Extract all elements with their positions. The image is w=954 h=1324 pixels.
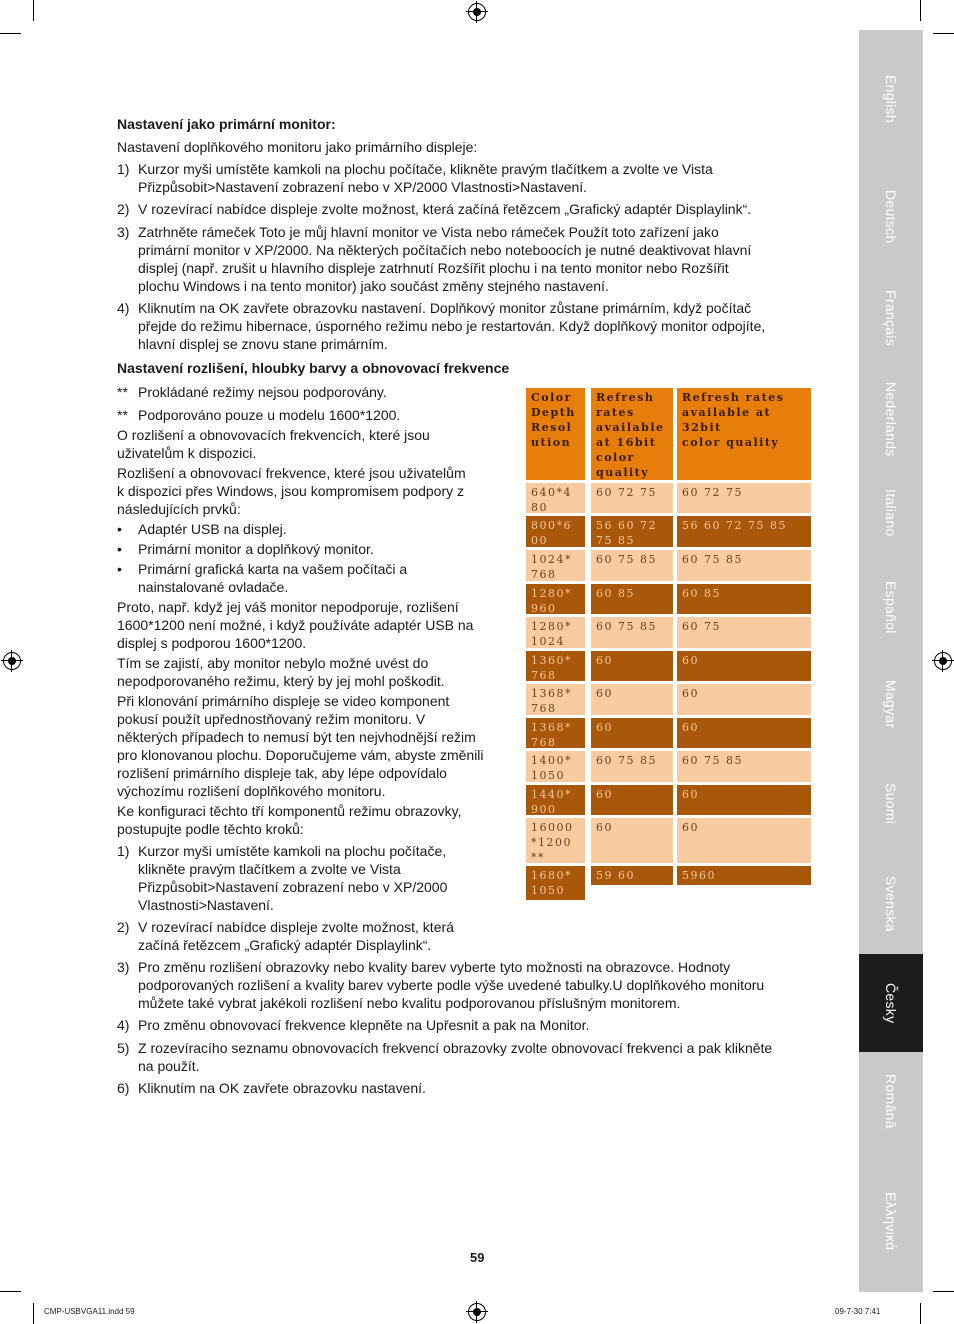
crop-mark [0, 1291, 21, 1292]
language-tab-label: Español [883, 581, 899, 634]
page-number: 59 [470, 1250, 485, 1265]
text-line: Ke konfiguraci těchto tří komponentů režimu obrazovky, [117, 803, 462, 819]
text-line: uživatelům k dispozici. [117, 445, 257, 461]
section-heading-primary-monitor: Nastavení jako primární monitor: [117, 116, 336, 132]
text-line: Rozlišení a obnovovací frekvence, které jsou uživatelům [117, 465, 466, 481]
registration-mark-icon [934, 652, 952, 670]
crop-mark [920, 1303, 921, 1324]
text-line: Z rozevíracího seznamu obnovovacích frekvencí obrazovky zvolte obnovovací frekvenci a pak klikněte [138, 1040, 773, 1056]
table-row [526, 550, 811, 581]
text-line: Při klonování primárního displeje se video komponent [117, 693, 450, 709]
table-row [526, 718, 811, 748]
section-intro: Nastavení doplňkového monitoru jako primárního displeje: [117, 139, 478, 155]
table-cell [591, 550, 673, 581]
table-cell-line: 60 75 85 [596, 754, 657, 767]
table-cell-line: 640*4 [531, 486, 572, 499]
table-cell [526, 684, 585, 715]
table-cell-line: *1200 [531, 836, 572, 849]
text-line: primární monitor v XP/2000. Na některých počítačích nebo noteboocích je nutné deaktivovat hlavní [138, 242, 752, 258]
step-number: 2) [117, 919, 130, 935]
language-tab[interactable] [859, 954, 923, 1052]
language-tab[interactable] [859, 753, 923, 854]
table-cell [526, 550, 585, 581]
text-line: podporovaných rozlišení a kvality barev vyberte podle výše uvedené tabulky.U doplňkového monitoru [138, 977, 765, 993]
table-cell-line: 60 85 [682, 587, 721, 600]
table-cell-line: 60 [596, 821, 613, 834]
table-cell-line: rates [596, 406, 635, 419]
text-line: O rozlišení a obnovovacích frekvencích, které jsou [117, 427, 430, 443]
language-tab-label: Deutsch [883, 189, 899, 244]
text-line: Kliknutím na OK zavřete obrazovku nastavení. Doplňkový monitor zůstane primárním, když počítač [138, 300, 752, 316]
table-cell [677, 388, 811, 480]
language-tab[interactable] [859, 854, 923, 954]
table-cell-line: Refresh rates [682, 391, 785, 404]
text-line: Kurzor myši umístěte kamkoli na plochu počítače, [138, 843, 447, 859]
table-cell-line: 1368* [531, 721, 572, 734]
table-row [526, 651, 811, 681]
text-line: Adaptér USB na displej. [138, 521, 287, 537]
table-cell [591, 751, 673, 782]
crop-mark [33, 0, 34, 21]
step-number: 3) [117, 224, 130, 240]
text-line: rozlišení primárního displeje tak, aby lépe odpovídalo [117, 765, 447, 781]
table-cell [677, 718, 811, 748]
table-cell [677, 684, 811, 715]
table-row [526, 818, 811, 863]
table-cell-line: 1400* [531, 754, 572, 767]
text-line: následujících prvků: [117, 501, 241, 517]
table-cell [677, 751, 811, 782]
table-cell [526, 818, 585, 863]
table-cell [591, 718, 673, 748]
language-tab-label: Svenska [883, 876, 899, 932]
table-cell-line: 60 [682, 788, 699, 801]
table-row [526, 684, 811, 715]
table-cell-line: 1680* [531, 869, 572, 882]
table-cell-line: 60 85 [596, 587, 635, 600]
crop-mark [933, 1291, 954, 1292]
table-cell-line: 60 75 85 [596, 553, 657, 566]
table-cell-line: Resol [531, 421, 573, 434]
language-tab-label: Suomi [883, 782, 899, 825]
registration-mark-icon [468, 3, 486, 21]
table-cell-line: 60 [596, 721, 613, 734]
text-line: můžete také vybrat jakékoli rozlišení nebo kvalitu podporovanou příslušným monitorem. [138, 995, 681, 1011]
language-tab[interactable] [859, 372, 923, 466]
table-cell [677, 651, 811, 681]
table-cell [677, 785, 811, 815]
table-cell [526, 751, 585, 782]
table-cell-line: 768 [531, 568, 557, 581]
text-line: klikněte pravým tlačítkem a zvolte ve Vista [138, 861, 401, 877]
table-row [526, 584, 811, 614]
table-cell-line: 1050 [531, 769, 565, 782]
table-cell-line: 1024* [531, 553, 572, 566]
language-tab[interactable] [859, 168, 923, 265]
table-cell-line: 60 75 85 [596, 620, 657, 633]
table-cell-line: 75 85 [596, 534, 635, 547]
table-cell-line: 60 [682, 687, 699, 700]
table-row [526, 785, 811, 815]
table-cell-line: 768 [531, 702, 557, 715]
table-cell-line: 768 [531, 669, 557, 682]
footer-file-info: CMP-USBVGA11.indd 59 [44, 1307, 135, 1316]
table-header-row [526, 388, 811, 480]
table-cell-line: ** [531, 851, 545, 864]
crop-mark [933, 33, 954, 34]
text-line: Proto, např. když jej váš monitor nepodporuje, rozlišení [117, 599, 459, 615]
text-line: Pro změnu rozlišení obrazovky nebo kvality barev vyberte tyto možnosti na obrazovce. Hodnoty [138, 959, 731, 975]
text-line: Primární grafická karta na vašem počítači a [138, 561, 408, 577]
note-text: Podporováno pouze u modelu 1600*1200. [138, 407, 401, 423]
table-cell-line: 60 72 75 [682, 486, 743, 499]
bullet-icon: • [117, 541, 122, 557]
table-cell [677, 617, 811, 648]
table-cell-line: 59 60 [596, 869, 635, 882]
table-cell [677, 584, 811, 614]
table-cell [526, 516, 585, 547]
text-line: Pro změnu obnovovací frekvence klepněte na Upřesnit a pak na Monitor. [138, 1017, 590, 1033]
table-cell-line: available [596, 421, 665, 434]
language-tab-label: Italiano [883, 489, 899, 537]
table-cell [526, 483, 585, 513]
table-cell-line: 768 [531, 736, 557, 749]
table-cell [526, 388, 585, 480]
table-cell-line: 60 [682, 721, 699, 734]
table-cell [591, 516, 673, 547]
table-cell-line: 60 [682, 821, 699, 834]
step-number: 2) [117, 201, 130, 217]
table-cell-line: 56 60 72 75 85 [682, 519, 787, 532]
table-cell-line: 60 [596, 654, 613, 667]
step-number: 5) [117, 1040, 130, 1056]
table-cell-line: 1440* [531, 788, 572, 801]
table-cell-line: 60 [596, 788, 613, 801]
table-cell [526, 584, 585, 614]
table-cell [591, 617, 673, 648]
table-cell-line: 56 60 72 [596, 519, 657, 532]
table-cell-line: 1280* [531, 587, 572, 600]
table-cell [591, 388, 673, 480]
table-cell [677, 550, 811, 581]
table-cell-line: 00 [531, 534, 548, 547]
table-cell-line: 900 [531, 803, 557, 816]
table-cell [677, 818, 811, 863]
registration-mark-icon [3, 652, 21, 670]
text-line: hlavní displej se znovu stane primárním. [138, 336, 388, 352]
text-line: k dispozici přes Windows, jsou kompromisem podpory z [117, 483, 465, 499]
text-line: Primární monitor a doplňkový monitor. [138, 541, 374, 557]
table-cell [526, 718, 585, 748]
text-line: Tím se zajistí, aby monitor nebylo možné uvést do [117, 655, 429, 671]
table-cell-line: Depth [531, 406, 576, 419]
table-cell-line: 60 72 75 [596, 486, 657, 499]
table-cell-line: at 16bit [596, 436, 657, 449]
table-cell-line: 5960 [682, 869, 716, 882]
table-cell-line: 16000 [531, 821, 574, 834]
table-cell-line: 1368* [531, 687, 572, 700]
text-line: výchozímu rozlišení doplňkového monitoru. [117, 783, 386, 799]
table-cell [526, 785, 585, 815]
step-number: 6) [117, 1080, 130, 1096]
text-line: 1600*1200 není možné, i když používáte adaptér USB na [117, 617, 474, 633]
text-line: přejde do režimu hibernace, úsporného režimu nebo je restartován. Když doplňkový monitor odpojíte, [138, 318, 766, 334]
table-cell [677, 866, 811, 885]
text-line: Vlastnosti>Nastavení. [138, 897, 274, 913]
text-line: V rozevírací nabídce displeje zvolte možnost, která začíná řetězcem „Grafický adaptér Displaylink“. [138, 201, 752, 217]
step-number: 1) [117, 843, 130, 859]
note-mark: ** [117, 407, 128, 423]
language-tab[interactable] [859, 1052, 923, 1150]
text-line: pokusí použít upřednostňovaný režim monitoru. V [117, 711, 426, 727]
bullet-icon: • [117, 561, 122, 577]
registration-mark-icon [468, 1303, 486, 1321]
text-line: pro klonovanou plochu. Doporučujeme vám, abyste změnili [117, 747, 484, 763]
table-row [526, 617, 811, 648]
text-line: Kliknutím na OK zavřete obrazovku nastavení. [138, 1080, 426, 1096]
table-cell [591, 818, 673, 863]
table-cell-line: 60 75 85 [682, 553, 743, 566]
language-tab[interactable] [859, 560, 923, 655]
language-sidebar [859, 30, 923, 1292]
language-tab-label: English [883, 74, 899, 124]
text-line: postupujte podle těchto kroků: [117, 821, 304, 837]
language-tab[interactable] [859, 466, 923, 560]
table-cell-line: 60 [596, 687, 613, 700]
note-mark: ** [117, 384, 128, 400]
language-tab[interactable] [859, 655, 923, 753]
language-tab-label: Română [883, 1073, 899, 1129]
table-cell-line: color quality [682, 436, 780, 449]
text-line: některých případech to nemusí být ten nejvhodnější režim [117, 729, 476, 745]
text-line: V rozevírací nabídce displeje zvolte možnost, která [138, 919, 454, 935]
bullet-icon: • [117, 521, 122, 537]
language-tab[interactable] [859, 30, 923, 168]
table-cell-line: quality [596, 466, 650, 479]
note-text: Prokládané režimy nejsou podporovány. [138, 384, 387, 400]
table-cell-line: 80 [531, 501, 548, 514]
table-cell [677, 516, 811, 547]
table-cell [526, 617, 585, 648]
table-cell [526, 866, 585, 900]
text-line: nepodporovaného režimu, který by jej mohl poškodit. [117, 673, 445, 689]
text-line: na použít. [138, 1058, 200, 1074]
text-line: začíná řetězcem „Grafický adaptér Displaylink“. [138, 937, 432, 953]
text-line: Přizpůsobit>Nastavení zobrazení nebo v XP/2000 Vlastnosti>Nastavení. [138, 179, 588, 195]
table-cell-line: available at 32bit [682, 406, 772, 434]
table-cell-line: 800*6 [531, 519, 572, 532]
table-row [526, 751, 811, 782]
table-cell [591, 651, 673, 681]
table-cell [591, 785, 673, 815]
text-line: Kurzor myši umístěte kamkoli na plochu počítače, klikněte pravým tlačítkem a zvolte ve Vista [138, 161, 713, 177]
crop-mark [0, 33, 21, 34]
crop-mark [33, 1303, 34, 1324]
table-cell-line: 1360* [531, 654, 572, 667]
table-cell [677, 483, 811, 513]
footer-timestamp: 09-7-30 7:41 [835, 1307, 881, 1316]
table-cell-line: 960 [531, 602, 557, 615]
table-cell-line: Color [531, 391, 572, 404]
text-line: displej s podporou 1600*1200. [117, 635, 307, 651]
table-row [526, 516, 811, 547]
text-line: displej (např. zrušit u hlavního displeje zatrhnutí Rozšířit plochu i na tento monitor nebo Rozšířit [138, 260, 729, 276]
table-cell-line: 60 75 [682, 620, 721, 633]
table-cell-line: color [596, 451, 635, 464]
language-tab-label: Français [883, 290, 899, 347]
step-number: 4) [117, 1017, 130, 1033]
table-cell [591, 684, 673, 715]
language-tab-label: Česky [883, 982, 899, 1024]
text-line: nainstalované ovladače. [138, 579, 289, 595]
table-cell-line: ution [531, 436, 572, 449]
step-number: 4) [117, 300, 130, 316]
step-number: 1) [117, 161, 130, 177]
language-tab[interactable] [859, 1150, 923, 1292]
step-number: 3) [117, 959, 130, 975]
table-cell [591, 584, 673, 614]
text-line: Zatrhněte rámeček Toto je můj hlavní monitor ve Vista nebo rámeček Použít toto zařízení jako [138, 224, 719, 240]
table-cell [526, 651, 585, 681]
table-row [526, 483, 811, 513]
table-cell-line: 60 75 85 [682, 754, 743, 767]
section-heading-resolution: Nastavení rozlišení, hloubky barvy a obnovovací frekvence [117, 360, 510, 376]
text-line: plochu Windows i na tento monitor) jako součást změny stejného nastavení. [138, 278, 609, 294]
language-tab-label: Ελληνικά [883, 1191, 899, 1251]
table-cell-line: 1024 [531, 635, 565, 648]
table-cell [591, 483, 673, 513]
table-cell-line: Refresh [596, 391, 655, 404]
crop-mark [920, 0, 921, 21]
text-line: Přizpůsobit>Nastavení zobrazení nebo v XP/2000 [138, 879, 448, 895]
language-tab-label: Magyar [883, 679, 899, 729]
table-cell-line: 1050 [531, 884, 565, 897]
table-cell [591, 866, 673, 885]
table-cell-line: 1280* [531, 620, 572, 633]
table-cell-line: 60 [682, 654, 699, 667]
language-tab-label: Nederlands [883, 381, 899, 457]
language-tab[interactable] [859, 265, 923, 372]
